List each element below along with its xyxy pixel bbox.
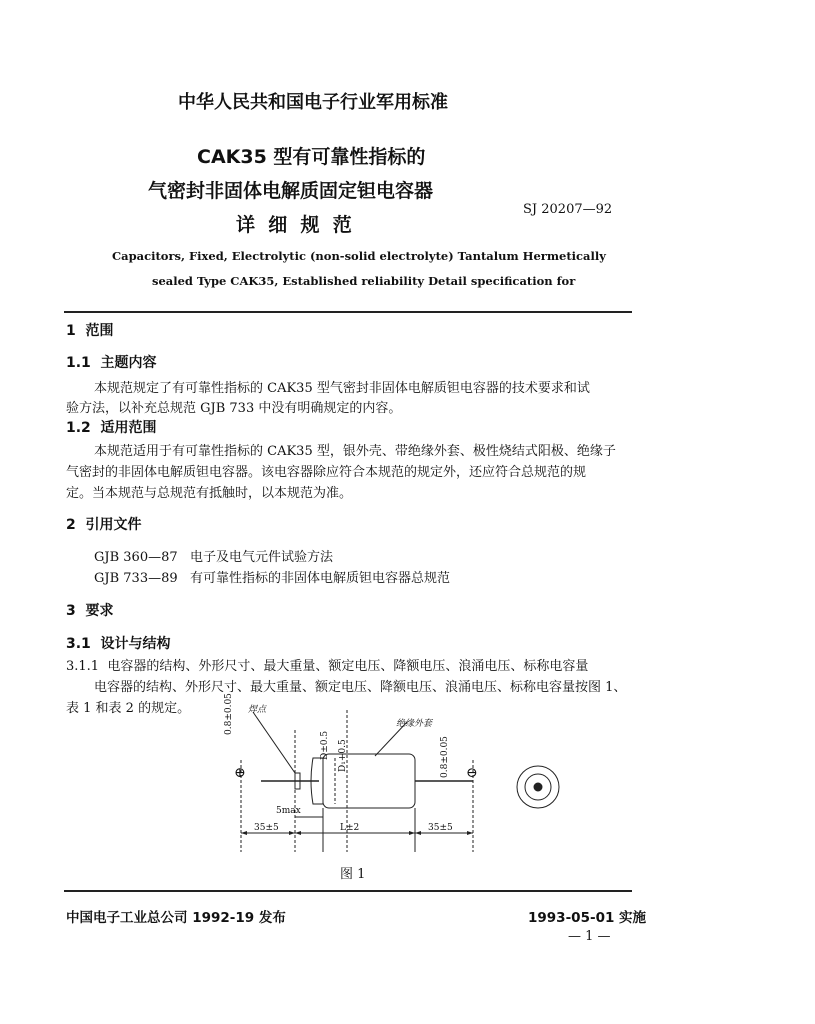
weld-offset-dim: 5max bbox=[276, 806, 301, 816]
standard-number: SJ 20207—92 bbox=[523, 202, 613, 217]
section-1-2-text: 气密封的非固体电解质钽电容器。该电容器除应符合本规范的规定外，还应符合总规范的规 bbox=[66, 465, 587, 480]
body-length-dim: L±2 bbox=[340, 823, 360, 833]
section-1-1-heading: 1.1 主题内容 bbox=[66, 355, 157, 371]
end-view-lead bbox=[534, 783, 542, 791]
sleeve-label: 绝缘外套 bbox=[396, 719, 433, 729]
english-title-line2: sealed Type CAK35, Established reliability Detail specification for bbox=[152, 274, 576, 288]
lead-diameter-dim-right: 0.8±0.05 bbox=[440, 736, 450, 778]
section-1-2-text: 本规范适用于有可靠性指标的 CAK35 型，银外壳、带绝缘外套、极性烧结式阳极、绝缘子 bbox=[94, 444, 616, 459]
section-1-2-heading: 1.2 适用范围 bbox=[66, 420, 157, 436]
positive-terminal-symbol: ⊕ bbox=[234, 765, 246, 781]
body-diameter-dim: D±0.5 bbox=[320, 730, 330, 760]
effective-date: 1993-05-01 实施 bbox=[528, 910, 647, 926]
page-number: — 1 — bbox=[568, 929, 611, 944]
reference-item: GJB 733—89 有可靠性指标的非固体电解质钽电容器总规范 bbox=[94, 571, 451, 586]
section-3-1-1-heading: 3.1.1 电容器的结构、外形尺寸、最大重量、额定电压、降额电压、浪涌电压、标称电容量 bbox=[66, 659, 589, 674]
lead-diameter-dim-left: 0.8±0.05 bbox=[224, 693, 234, 735]
section-3-heading: 3 要求 bbox=[66, 603, 114, 619]
weld-point-label: 焊点 bbox=[248, 705, 267, 715]
section-3-1-1-text: 表 1 和表 2 的规定。 bbox=[66, 701, 191, 716]
section-1-1-text: 验方法，以补充总规范 GJB 733 中没有明确规定的内容。 bbox=[66, 401, 402, 416]
negative-terminal-symbol: ⊖ bbox=[466, 765, 478, 781]
figure-caption: 图 1 bbox=[340, 867, 366, 882]
sleeve-diameter-dim: D₁+0.5 bbox=[338, 739, 348, 772]
section-1-heading: 1 范围 bbox=[66, 323, 114, 339]
org-title: 中华人民共和国电子行业军用标准 bbox=[178, 92, 448, 113]
header-rule bbox=[64, 311, 632, 313]
section-3-1-1-text: 电容器的结构、外形尺寸、最大重量、额定电压、降额电压、浪涌电压、标称电容量按图 1、 bbox=[94, 680, 627, 695]
footer-rule bbox=[64, 890, 632, 892]
doc-title-line2: 气密封非固体电解质固定钽电容器 bbox=[148, 180, 434, 202]
right-lead-length-dim: 35±5 bbox=[428, 823, 453, 833]
doc-title-line1: CAK35 型有可靠性指标的 bbox=[197, 146, 426, 168]
reference-item: GJB 360—87 电子及电气元件试验方法 bbox=[94, 550, 334, 565]
section-1-2-text: 定。当本规范与总规范有抵触时，以本规范为准。 bbox=[66, 486, 353, 501]
doc-title-line3: 详 细 规 范 bbox=[236, 214, 352, 236]
section-3-1-heading: 3.1 设计与结构 bbox=[66, 636, 171, 652]
section-1-1-text: 本规范规定了有可靠性指标的 CAK35 型气密封非固体电解质钽电容器的技术要求和试 bbox=[94, 381, 590, 396]
issuer-line: 中国电子工业总公司 1992-19 发布 bbox=[66, 910, 286, 926]
capacitor-body bbox=[323, 754, 415, 808]
left-lead-length-dim: 35±5 bbox=[254, 823, 279, 833]
section-2-heading: 2 引用文件 bbox=[66, 517, 142, 533]
english-title-line1: Capacitors, Fixed, Electrolytic (non-solid electrolyte) Tantalum Hermetically bbox=[112, 249, 606, 263]
